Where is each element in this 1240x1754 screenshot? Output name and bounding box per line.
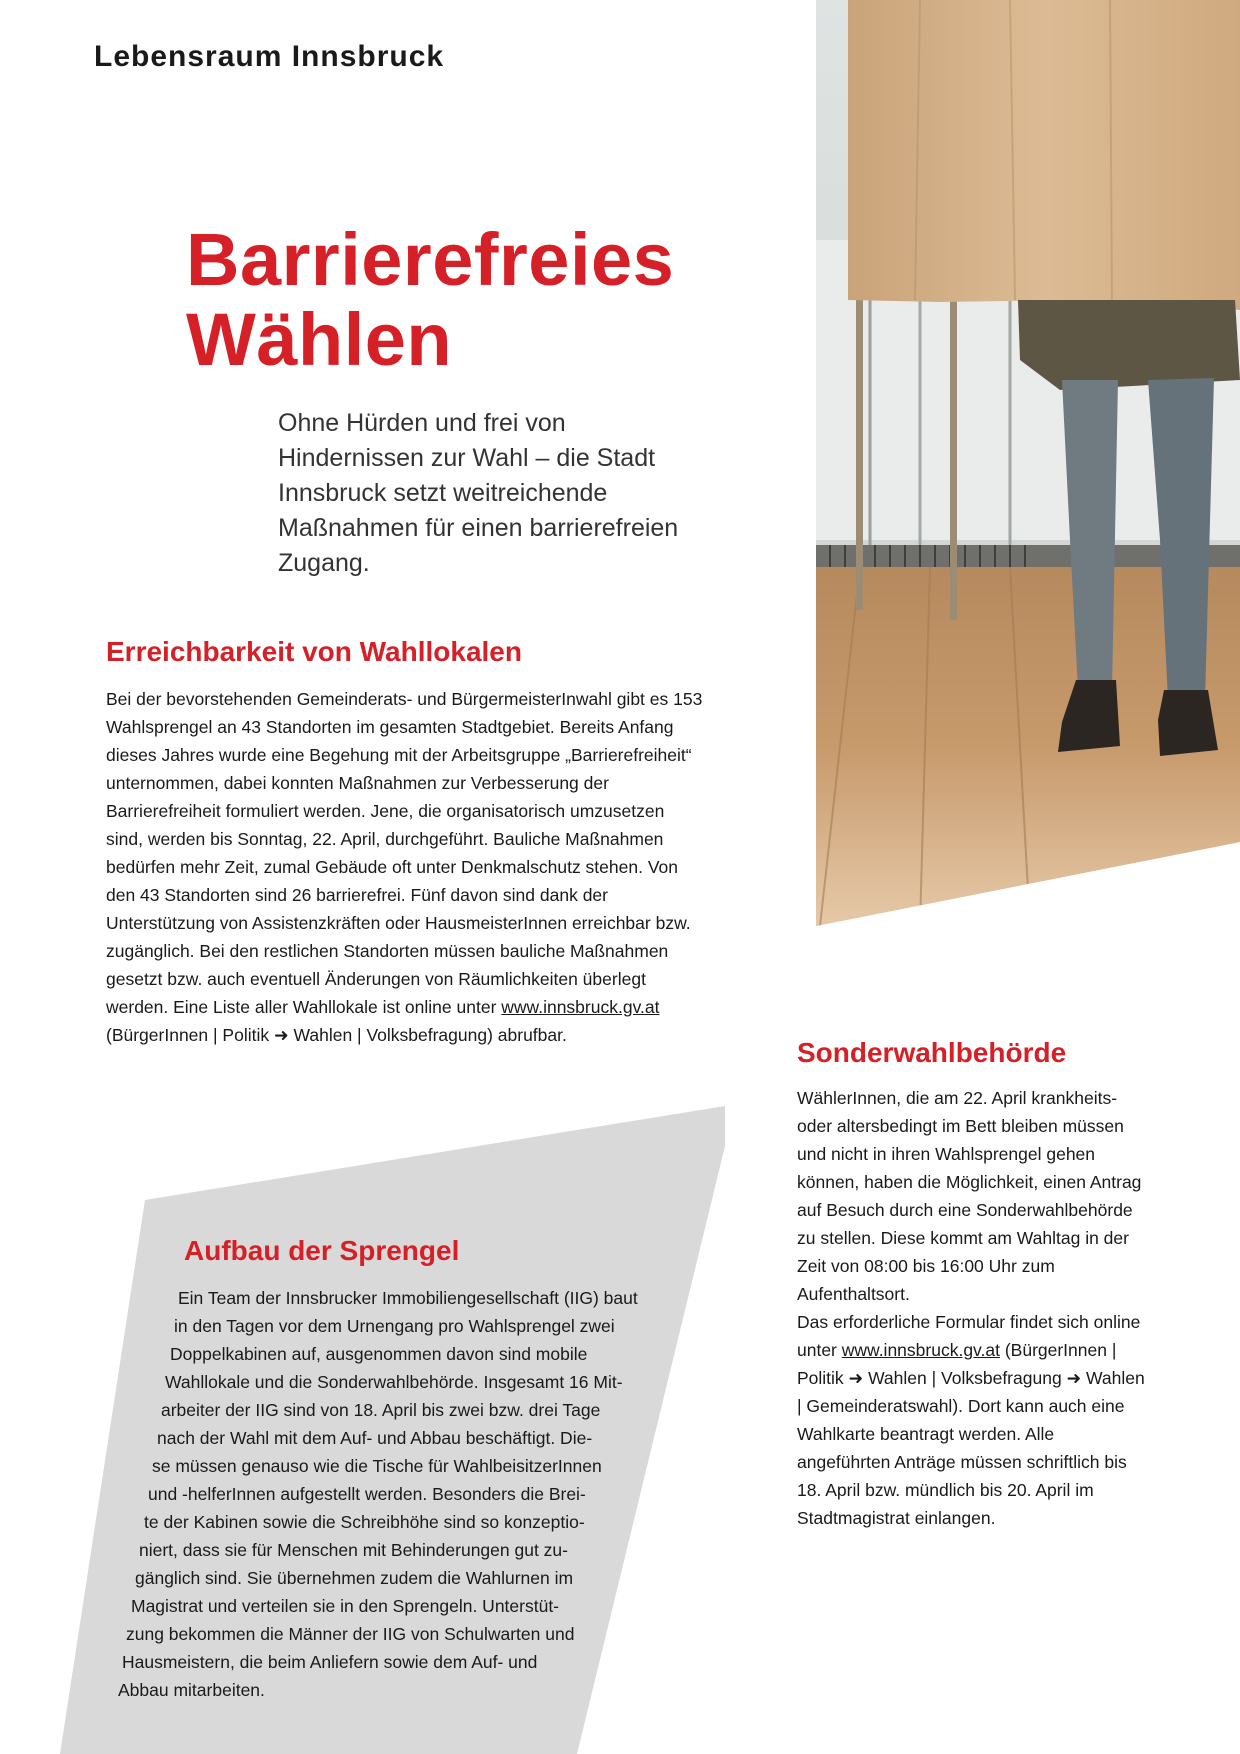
- section-sonderwahlbehoerde: [797, 1036, 1152, 1532]
- body-line: Doppelkabinen auf, ausgenommen davon sind mobile: [170, 1344, 588, 1364]
- body-text: Das erforderliche Formular findet sich online unter: [797, 1312, 1141, 1360]
- body-line: se müssen genauso wie die Tische für WahlbeisitzerInnen: [152, 1456, 602, 1476]
- body-line: te der Kabinen sowie die Schreibhöhe sind so konzeptio-: [144, 1512, 585, 1532]
- body-line: Wahllokale und die Sonderwahlbehörde. Insgesamt 16 Mit-: [165, 1372, 623, 1392]
- body-line: nach der Wahl mit dem Auf- und Abbau beschäftigt. Die-: [157, 1428, 593, 1448]
- section-body-aufbau: [118, 1284, 678, 1704]
- section-heading-aufbau: Aufbau der Sprengel: [184, 1235, 460, 1266]
- section-label: Lebensraum Innsbruck: [94, 40, 445, 73]
- body-line: in den Tagen vor dem Urnengang pro Wahlsprengel zwei: [174, 1316, 615, 1336]
- page-title-line-1: Barrierefreies: [186, 218, 675, 301]
- section-heading-sonderwahlbehoerde: Sonderwahlbehörde: [797, 1037, 1067, 1068]
- body-text: Bei der bevorstehenden Gemeinderats- und BürgermeisterInwahl gibt es 153 Wahlsprengel an 43 Standorten im gesamten Stadtgebiet. Bereits Anfang dieses Jahres wurde eine Begehung mit der Arbeitsgruppe „Barrierefreiheit“ unternommen, dabei konnten Maßnahmen zur Verbesserung der Barrierefreiheit formuliert werden. Jene, die organisatorisch umzusetzen sind, werden bis Sonntag, 22. April, durchgeführt. Bauliche Maßnahmen bedürfen mehr Zeit, zumal Gebäude oft unter Denkmalschutz stehen. Von den 43 Standorten sind 26 barrierefrei. Fünf davon sind dank der Unterstützung von Assistenzkräften oder HausmeisterInnen erreichbar bzw. zugänglich. Bei den restlichen Standorten müssen bauliche Maßnahmen gesetzt bzw. auch eventuell Änderungen von Räumlichkeiten überlegt werden. Eine Liste aller Wahllokale ist online unter: [106, 689, 703, 1017]
- body-line: arbeiter der IIG sind von 18. April bis zwei bzw. drei Tage: [161, 1400, 601, 1420]
- body-line: Hausmeistern, die beim Anliefern sowie dem Auf- und: [122, 1652, 538, 1672]
- body-line: Abbau mitarbeiten.: [118, 1680, 265, 1700]
- body-line: zung bekommen die Männer der IIG von Schulwarten und: [126, 1624, 575, 1644]
- body-line: niert, dass sie für Menschen mit Behinderungen gut zu-: [139, 1540, 568, 1560]
- body-line: und -helferInnen aufgestellt werden. Besonders die Brei-: [148, 1484, 586, 1504]
- body-text: (BürgerInnen | Politik ➜ Wahlen | Volksbefragung) abrufbar.: [106, 1025, 567, 1045]
- lead-paragraph: Ohne Hürden und frei von Hindernissen zur Wahl – die Stadt Innsbruck setzt weitreichende Maßnahmen für einen barrierefreien Zugang.: [278, 409, 679, 577]
- page-title-line-2: Wählen: [186, 298, 453, 381]
- section-aufbau: [118, 1234, 678, 1704]
- body-line: gänglich sind. Sie übernehmen zudem die Wahlurnen im: [135, 1568, 574, 1588]
- website-link[interactable]: www.innsbruck.gv.at: [841, 1340, 1000, 1360]
- page-title: [186, 220, 674, 380]
- body-line: Ein Team der Innsbrucker Immobiliengesellschaft (IIG) baut: [178, 1288, 638, 1308]
- section-body-sonderwahlbehoerde: WählerInnen, die am 22. April krankheits- oder altersbedingt im Bett bleiben müssen und nicht in ihren Wahlsprengel gehen können, haben die Möglichkeit, einen Antrag auf Besuch durch eine Sonderwahlbehörde zu stellen. Diese kommt am Wahltag in der Zeit von 08:00 bis 16:00 Uhr zum Aufenthaltsort.: [797, 1088, 1142, 1304]
- section-heading-erreichbarkeit: Erreichbarkeit von Wahllokalen: [106, 636, 522, 667]
- section-body-sonderwahlbehoerde-2: [797, 1308, 1152, 1532]
- body-line: Magistrat und verteilen sie in den Sprengeln. Unterstüt-: [131, 1596, 560, 1616]
- website-link[interactable]: www.innsbruck.gv.at: [501, 997, 660, 1017]
- body-text: (BürgerInnen | Politik ➜ Wahlen | Volksbefragung ➜ Wahlen | Gemeinderatswahl). Dort kann auch eine Wahlkarte beantragt werden. Alle angeführten Anträge müssen schriftlich bis 18. April bzw. mündlich bis 20. April im Stadtmagistrat einlangen.: [797, 1340, 1145, 1528]
- section-erreichbarkeit: [106, 635, 706, 1049]
- section-body-erreichbarkeit: [106, 685, 706, 1049]
